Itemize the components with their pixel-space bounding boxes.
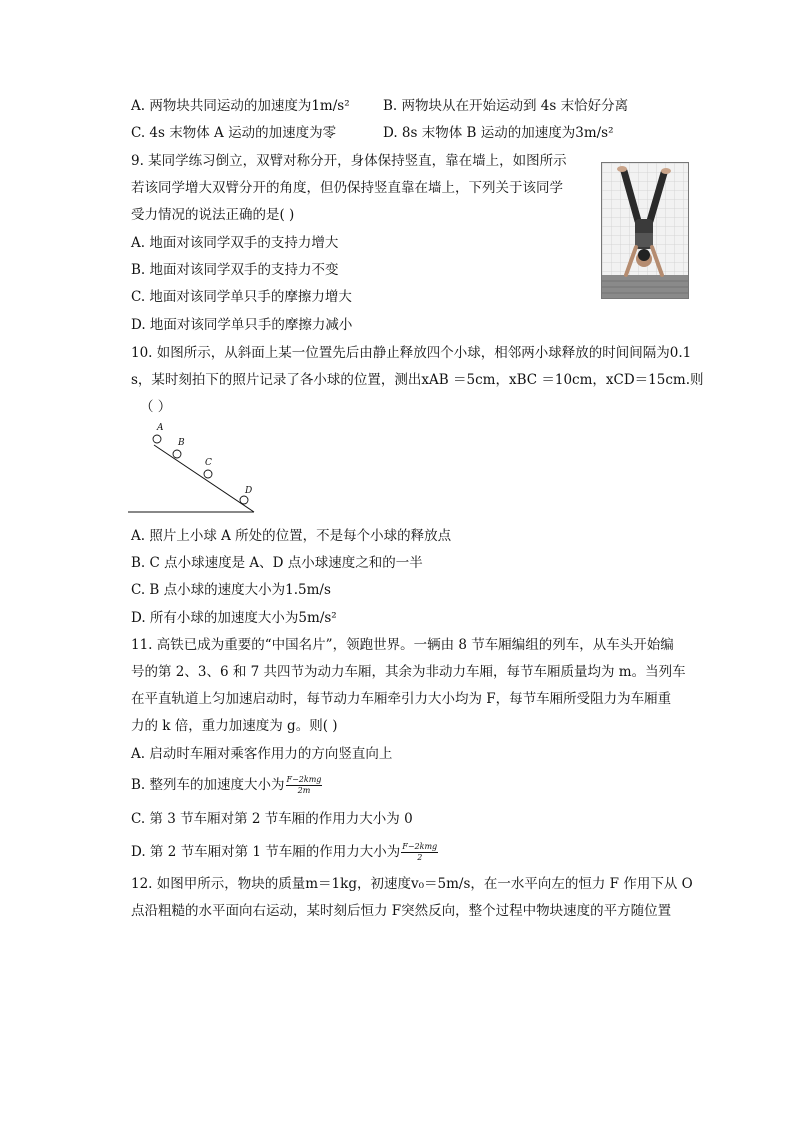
incline-line <box>154 445 254 512</box>
q10-stem-line3: （ ） <box>140 399 172 415</box>
ball-a <box>153 435 161 443</box>
ball-d <box>240 496 248 504</box>
q10-option-a: A. 照片上小球 A 所处的位置，不是每个小球的释放点 <box>131 528 452 544</box>
q8-option-b: B. 两物块从在开始运动到 4s 末恰好分离 <box>383 98 629 114</box>
q8-option-a: A. 两物块共同运动的加速度为1m/s² <box>131 98 350 114</box>
q11-option-c: C. 第 3 节车厢对第 2 节车厢的作用力大小为 0 <box>131 811 413 827</box>
q9-stem-line1: 9. 某同学练习倒立，双臂对称分开，身体保持竖直，靠在墙上，如图所示 <box>131 153 567 169</box>
q10-stem-line1: 10. 如图所示，从斜面上某一位置先后由静止释放四个小球，相邻两小球释放的时间间隔为0.1 <box>131 345 692 361</box>
q11-option-b-fraction <box>286 775 323 796</box>
handstand-illustration <box>602 163 688 298</box>
q9-option-a: A. 地面对该同学双手的支持力增大 <box>131 235 339 251</box>
q9-option-b: B. 地面对该同学双手的支持力不变 <box>131 262 339 278</box>
q12-stem-line2: 点沿粗糙的水平面向右运动，某时刻后恒力 F突然反向，整个过程中物块速度的平方随位置 <box>131 903 672 919</box>
q11-option-d-text: D. 第 2 节车厢对第 1 节车厢的作用力大小为 <box>131 844 401 860</box>
label-d: D <box>245 486 253 496</box>
label-a: A <box>157 423 164 433</box>
q10-option-b: B. C 点小球速度是 A、D 点小球速度之和的一半 <box>131 555 423 571</box>
q11-option-a: A. 启动时车厢对乘客作用力的方向竖直向上 <box>131 746 393 762</box>
q11-stem-line2: 号的第 2、3、6 和 7 共四节为动力车厢，其余为非动力车厢，每节车厢质量均为 m。当列车 <box>131 664 686 680</box>
fraction-denominator: 2 <box>417 853 423 862</box>
q10-option-d: D. 所有小球的加速度大小为5m/s² <box>131 610 337 626</box>
q11-stem-line4: 力的 k 倍，重力加速度为 g。则( ) <box>131 718 338 734</box>
q11-stem-line1: 11. 高铁已成为重要的“中国名片”，领跑世界。一辆由 8 节车厢编组的列车，从车头开始编 <box>131 637 674 653</box>
q10-stem-line2: s，某时刻拍下的照片记录了各小球的位置，测出xAB ＝5cm，xBC ＝10cm，xCD＝15cm.则 <box>131 372 704 388</box>
q9-stem-line2: 若该同学增大双臂分开的角度，但仍保持竖直靠在墙上，下列关于该同学 <box>131 180 563 196</box>
label-c: C <box>205 458 212 468</box>
ball-c <box>204 470 212 478</box>
q11-option-d-fraction <box>401 842 438 863</box>
q8-option-d: D. 8s 末物体 B 运动的加速度为3m/s² <box>383 125 614 141</box>
fraction-numerator: F−2kmg <box>402 842 438 851</box>
q9-option-d: D. 地面对该同学单只手的摩擦力减小 <box>131 317 353 333</box>
q11-option-d <box>131 842 438 863</box>
fraction-denominator: 2m <box>297 786 311 795</box>
ball-b <box>173 450 181 458</box>
q8-option-c: C. 4s 末物体 A 运动的加速度为零 <box>131 125 337 141</box>
incline-figure <box>128 420 268 518</box>
q10-option-c: C. B 点小球的速度大小为1.5m/s <box>131 582 331 598</box>
q9-stem-line3: 受力情况的说法正确的是( ) <box>131 207 295 223</box>
handstand-photo <box>601 162 689 299</box>
q11-stem-line3: 在平直轨道上匀加速启动时，每节动力车厢牵引力大小均为 F，每节车厢所受阻力为车厢重 <box>131 691 672 707</box>
label-b: B <box>178 438 185 448</box>
q12-stem-line1: 12. 如图甲所示，物块的质量m＝1kg，初速度v₀＝5m/s，在一水平向左的恒力 F 作用下从 O <box>131 876 693 892</box>
fraction-numerator: F−2kmg <box>286 775 322 784</box>
q11-option-b <box>131 775 322 796</box>
q11-option-b-text: B. 整列车的加速度大小为 <box>131 777 285 793</box>
q9-option-c: C. 地面对该同学单只手的摩擦力增大 <box>131 289 352 305</box>
